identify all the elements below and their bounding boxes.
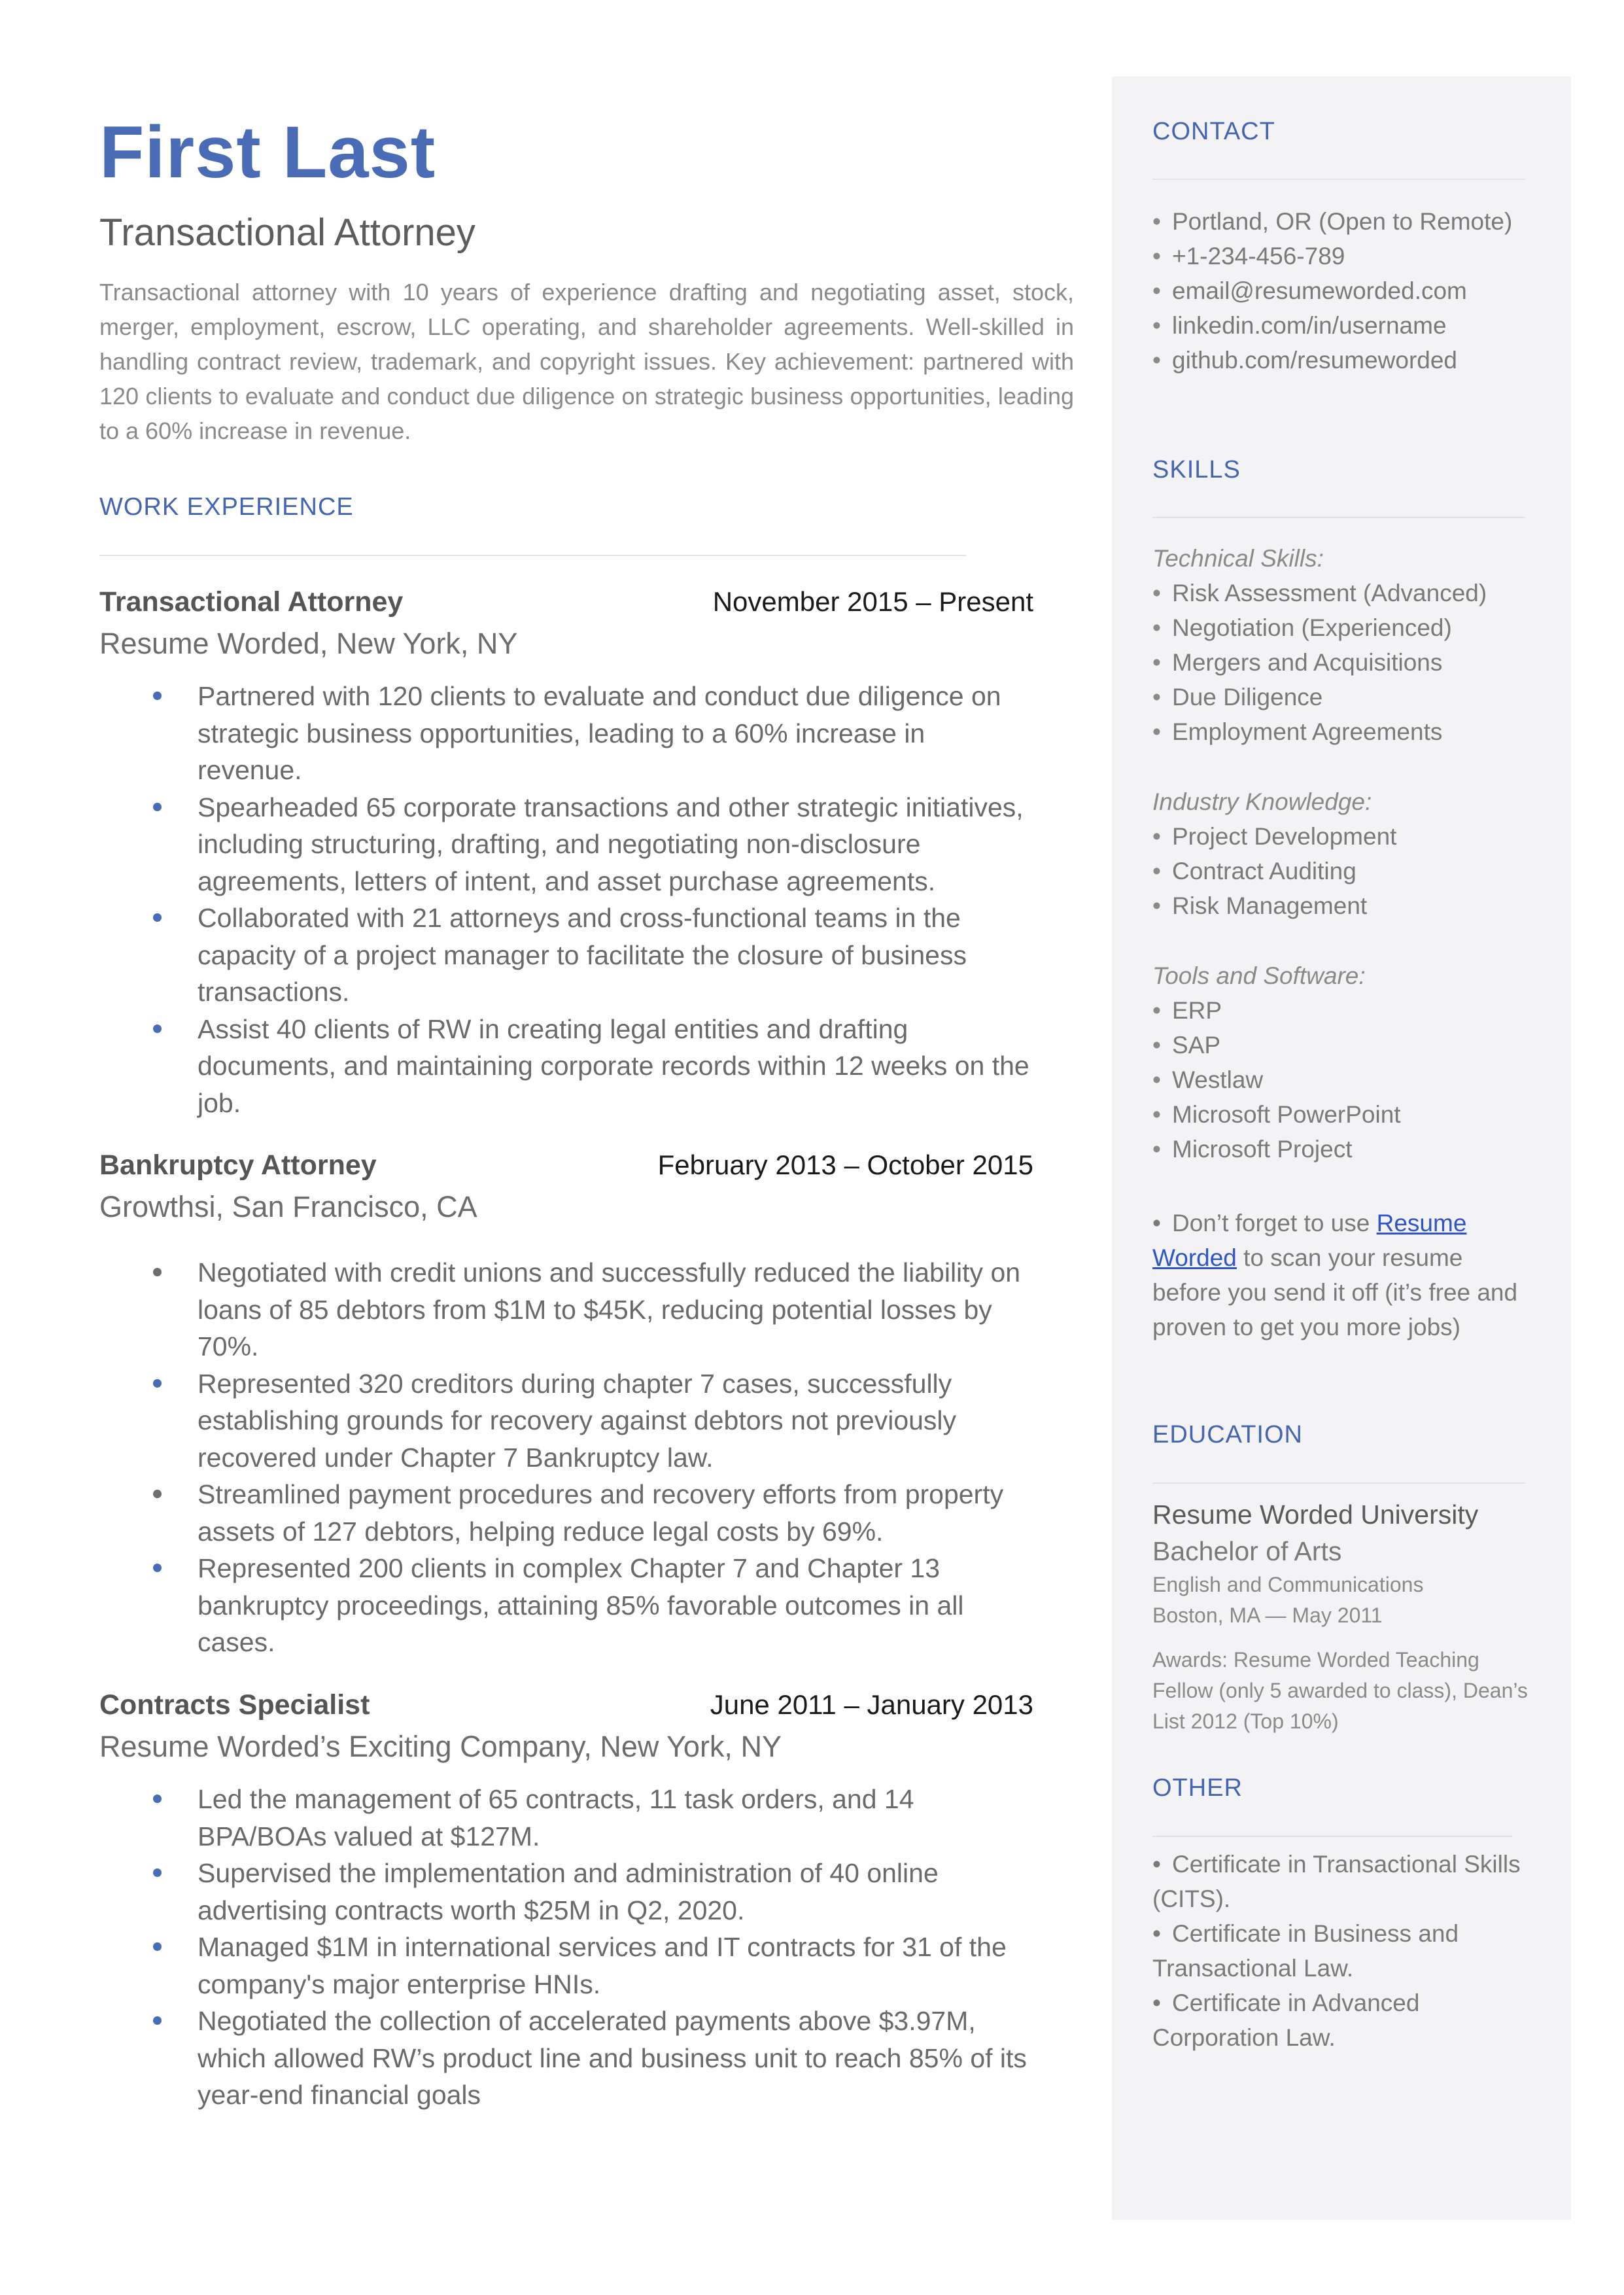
section-divider: [1152, 1482, 1525, 1484]
bullet-icon: [153, 1490, 162, 1498]
list-item: [99, 900, 1033, 1011]
job-company: Growthsi, San Francisco, CA: [99, 1190, 477, 1223]
bullet-icon: •: [1152, 1989, 1161, 2016]
bullet-icon: •: [1152, 1851, 1161, 1878]
bullet-icon: [153, 1025, 162, 1033]
resume-worded-tip: • Don’t forget to use Resume Worded to scan your resume before you send it off (it’s free and proven to get you more jobs): [1152, 1206, 1532, 1344]
other-item: • Certificate in Business and Transactional Law.: [1152, 1916, 1532, 1986]
skill-item: • Risk Management: [1152, 888, 1367, 923]
skills-heading: SKILLS: [1152, 456, 1241, 483]
tools-software-label: Tools and Software:: [1152, 962, 1366, 989]
bullet-icon: [153, 692, 162, 700]
education-heading: EDUCATION: [1152, 1421, 1303, 1448]
skill-item: • Due Diligence: [1152, 680, 1322, 714]
skill-item: • Project Development: [1152, 819, 1396, 854]
list-item: [99, 789, 1033, 900]
contact-heading: CONTACT: [1152, 118, 1275, 145]
bullet-icon: •: [1152, 892, 1161, 919]
skill-item: • Microsoft PowerPoint: [1152, 1097, 1401, 1132]
bullet-icon: [153, 1868, 162, 1877]
section-divider: [99, 555, 966, 556]
work-experience-heading: WORK EXPERIENCE: [99, 493, 354, 521]
bullet-icon: [153, 803, 162, 811]
skill-item: • Westlaw: [1152, 1062, 1263, 1097]
job-dates: November 2015 – Present: [712, 586, 1033, 617]
bullet-icon: •: [1152, 614, 1161, 641]
bullet-icon: •: [1152, 1920, 1161, 1947]
skill-item: • Contract Auditing: [1152, 854, 1356, 888]
job-title: Contracts Specialist: [99, 1689, 370, 1721]
skill-item: • Microsoft Project: [1152, 1132, 1353, 1166]
list-item: [99, 2003, 1033, 2114]
bullet-icon: •: [1152, 684, 1161, 710]
job-bullets: [99, 1254, 1033, 1661]
bullet-icon: [153, 1268, 162, 1276]
technical-skills-label: Technical Skills:: [1152, 545, 1324, 572]
bullet-text: Represented 200 clients in complex Chapter 7 and Chapter 13 bankruptcy proceedings, attaining 85% favorable outcomes in all cases.: [198, 1553, 964, 1657]
job-bullets: [99, 1781, 1033, 2114]
list-item: [99, 1855, 1033, 1929]
list-item: [99, 678, 1033, 789]
bullet-icon: •: [1152, 718, 1161, 745]
list-item: [99, 1254, 1033, 1365]
bullet-icon: •: [1152, 1066, 1161, 1093]
contact-phone: • +1-234-456-789: [1152, 239, 1345, 273]
job-bullets: [99, 678, 1033, 1121]
other-heading: OTHER: [1152, 1774, 1243, 1802]
contact-github[interactable]: • github.com/resumeworded: [1152, 343, 1457, 377]
bullet-icon: •: [1152, 243, 1161, 270]
list-item: [99, 1781, 1033, 1855]
other-item: • Certificate in Transactional Skills (CITS).: [1152, 1847, 1532, 1916]
skill-item: • ERP: [1152, 993, 1222, 1028]
bullet-icon: •: [1152, 823, 1161, 850]
bullet-text: Negotiated with credit unions and successfully reduced the liability on loans of 85 debtors from $1M to $45K, reducing potential losses by 70%.: [198, 1257, 1021, 1361]
bullet-icon: [153, 1564, 162, 1572]
bullet-icon: •: [1152, 347, 1161, 374]
skill-item: • Mergers and Acquisitions: [1152, 645, 1442, 680]
bullet-text: Spearheaded 65 corporate transactions and other strategic initiatives, including structuring, drafting, and negotiating non-disclosure agreements, letters of intent, and asset purchase agreements.: [198, 792, 1024, 896]
education-field: English and Communications: [1152, 1573, 1424, 1596]
bullet-icon: [153, 1795, 162, 1803]
skill-item: • Negotiation (Experienced): [1152, 610, 1452, 645]
job-dates: June 2011 – January 2013: [710, 1689, 1033, 1720]
bullet-text: Led the management of 65 contracts, 11 task orders, and 14 BPA/BOAs valued at $127M.: [198, 1784, 914, 1851]
education-awards: Awards: Resume Worded Teaching Fellow (only 5 awarded to class), Dean’s List 2012 (Top 10%): [1152, 1648, 1528, 1733]
job-dates: February 2013 – October 2015: [657, 1149, 1033, 1180]
bullet-text: Negotiated the collection of accelerated payments above $3.97M, which allowed RW’s product line and business unit to reach 85% of its year-end financial goals: [198, 2006, 1027, 2110]
industry-knowledge-label: Industry Knowledge:: [1152, 788, 1372, 815]
job-title: Bankruptcy Attorney: [99, 1149, 377, 1181]
job-company: Resume Worded’s Exciting Company, New York, NY: [99, 1730, 782, 1763]
bullet-icon: •: [1152, 649, 1161, 676]
list-item: [99, 1476, 1033, 1550]
bullet-icon: •: [1152, 1210, 1161, 1236]
education-school: Resume Worded University: [1152, 1499, 1479, 1530]
job-title: Transactional Attorney: [99, 586, 404, 618]
bullet-icon: •: [1152, 580, 1161, 606]
list-item: [99, 1365, 1033, 1477]
bullet-text: Managed $1M in international services and IT contracts for 31 of the company's major enterprise HNIs.: [198, 1932, 1007, 1999]
bullet-text: Supervised the implementation and administration of 40 online advertising contracts worth $25M in Q2, 2020.: [198, 1858, 939, 1925]
skill-item: • Employment Agreements: [1152, 714, 1442, 749]
section-divider: [1152, 179, 1525, 180]
bullet-text: Collaborated with 21 attorneys and cross-functional teams in the capacity of a project manager to facilitate the closure of business transactions.: [198, 903, 967, 1007]
bullet-text: Partnered with 120 clients to evaluate and conduct due diligence on strategic business opportunities, leading to a 60% increase in revenue.: [198, 681, 1001, 785]
candidate-name: First Last: [99, 111, 436, 193]
summary: Transactional attorney with 10 years of experience drafting and negotiating asset, stock, merger, employment, escrow, LLC operating, and shareholder agreements. Well-skilled in handling contract review, trademark, and copyright issues. Key achievement: partnered with 120 clients to evaluate and conduct due diligence on strategic business opportunities, leading to a 60% increase in revenue.: [99, 279, 1074, 444]
bullet-text: Streamlined payment procedures and recovery efforts from property assets of 127 debtors, helping reduce legal costs by 69%.: [198, 1479, 1004, 1547]
list-item: [99, 1550, 1033, 1661]
bullet-icon: •: [1152, 312, 1161, 339]
bullet-icon: •: [1152, 277, 1161, 304]
bullet-icon: •: [1152, 208, 1161, 235]
bullet-text: Represented 320 creditors during chapter 7 cases, successfully establishing grounds for recovery against debtors not previously recovered under Chapter 7 Bankruptcy law.: [198, 1368, 957, 1473]
education-degree: Bachelor of Arts: [1152, 1536, 1342, 1566]
contact-linkedin[interactable]: • linkedin.com/in/username: [1152, 308, 1447, 343]
other-item: • Certificate in Advanced Corporation Law.: [1152, 1986, 1532, 2055]
bullet-icon: •: [1152, 858, 1161, 885]
section-divider: [1152, 517, 1525, 518]
bullet-icon: [153, 1942, 162, 1951]
bullet-icon: [153, 1379, 162, 1388]
bullet-icon: [153, 2016, 162, 2025]
candidate-title: Transactional Attorney: [99, 211, 475, 254]
bullet-icon: •: [1152, 1136, 1161, 1163]
section-divider: [1152, 1836, 1512, 1837]
bullet-icon: [153, 913, 162, 922]
education-location-date: Boston, MA — May 2011: [1152, 1603, 1383, 1627]
bullet-text: Assist 40 clients of RW in creating legal entities and drafting documents, and maintaining corporate records within 12 weeks on the job.: [198, 1013, 1029, 1118]
list-item: [99, 1011, 1033, 1122]
skill-item: • Risk Assessment (Advanced): [1152, 576, 1487, 610]
skill-item: • SAP: [1152, 1028, 1220, 1062]
bullet-icon: •: [1152, 997, 1161, 1024]
bullet-icon: •: [1152, 1101, 1161, 1128]
contact-email[interactable]: • email@resumeworded.com: [1152, 273, 1467, 308]
job-company: Resume Worded, New York, NY: [99, 627, 518, 660]
bullet-icon: •: [1152, 1032, 1161, 1059]
contact-location: • Portland, OR (Open to Remote): [1152, 204, 1512, 239]
list-item: [99, 1929, 1033, 2003]
resume-worded-link[interactable]: Resume Worded: [1152, 1210, 1467, 1271]
